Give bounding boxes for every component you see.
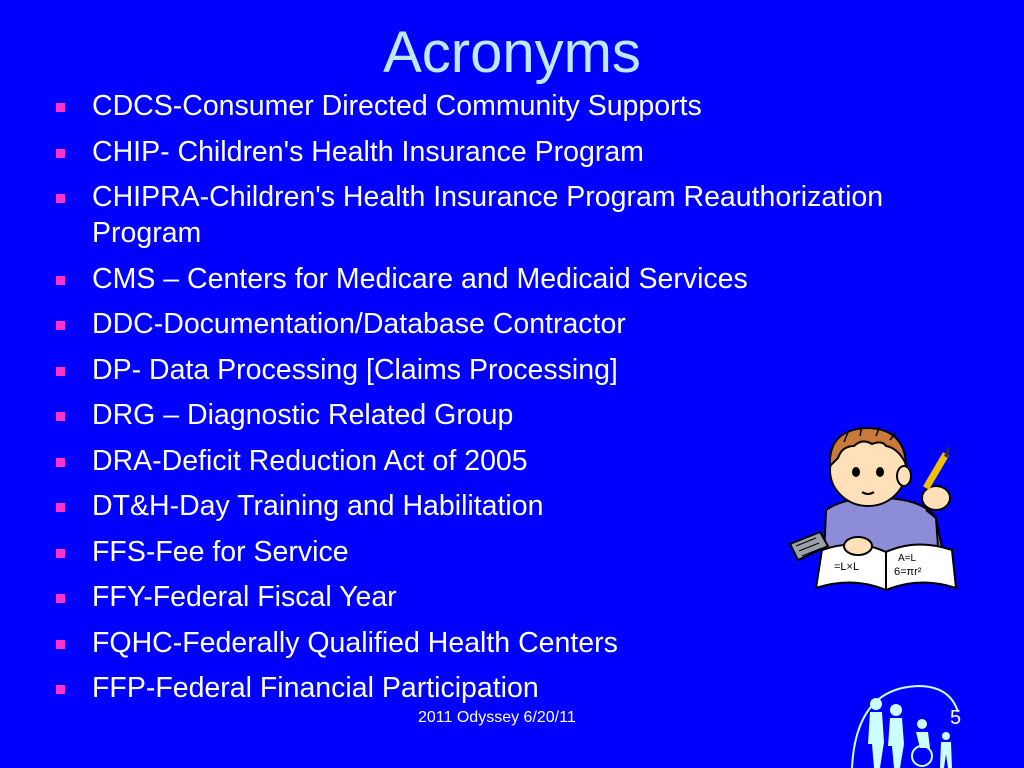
acronym-list — [52, 88, 912, 716]
list-item — [52, 670, 912, 706]
list-item-text: DRG – Diagnostic Related Group — [92, 399, 514, 431]
square-bullet-icon — [56, 503, 65, 512]
list-item — [52, 88, 912, 124]
list-item-text: DT&H-Day Training and Habilitation — [92, 490, 544, 522]
list-item — [52, 397, 912, 433]
list-item-text: DDC-Documentation/Database Contractor — [92, 308, 626, 340]
slide-title: Acronyms — [383, 20, 641, 85]
list-item — [52, 134, 912, 170]
math-formula-3: 6=πr² — [894, 566, 922, 578]
family-logo-icon — [850, 682, 960, 768]
square-bullet-icon — [56, 103, 65, 112]
list-item — [52, 179, 912, 251]
list-item — [52, 352, 912, 388]
list-item — [52, 625, 912, 661]
square-bullet-icon — [56, 276, 65, 285]
list-item — [52, 579, 912, 615]
square-bullet-icon — [56, 149, 65, 158]
list-item-text: CMS – Centers for Medicare and Medicaid Services — [92, 262, 748, 295]
list-item-text: CDCS-Consumer Directed Community Supports — [92, 90, 702, 122]
list-item — [52, 261, 912, 297]
square-bullet-icon — [56, 458, 65, 467]
list-item — [52, 443, 912, 479]
list-item-text: CHIPRA-Children's Health Insurance Program Reauthorization Program — [92, 181, 884, 249]
page-number: 5 — [950, 707, 962, 729]
list-item-text: DRA-Deficit Reduction Act of 2005 — [92, 444, 528, 477]
math-formula-2: A=L — [898, 553, 917, 564]
list-item-text: DP- Data Processing [Claims Processing] — [92, 353, 618, 386]
list-item — [52, 488, 912, 524]
list-item-text: FFY-Federal Fiscal Year — [92, 581, 397, 613]
square-bullet-icon — [56, 685, 65, 694]
student-studying-illustration — [786, 418, 982, 608]
footer-date: 2011 Odyssey 6/20/11 — [418, 709, 576, 726]
list-item-text: FFP-Federal Financial Participation — [92, 672, 539, 704]
list-item-text: CHIP- Children's Health Insurance Program — [92, 135, 644, 168]
list-item — [52, 534, 912, 570]
list-item-text: FFS-Fee for Service — [92, 535, 349, 568]
list-item — [52, 306, 912, 342]
square-bullet-icon — [56, 594, 65, 603]
square-bullet-icon — [56, 321, 65, 330]
square-bullet-icon — [56, 549, 65, 558]
square-bullet-icon — [56, 412, 65, 421]
math-formula-1: =L×L — [834, 561, 860, 573]
square-bullet-icon — [56, 194, 65, 203]
square-bullet-icon — [56, 640, 65, 649]
list-item-text: FQHC-Federally Qualified Health Centers — [92, 626, 618, 659]
square-bullet-icon — [56, 367, 65, 376]
